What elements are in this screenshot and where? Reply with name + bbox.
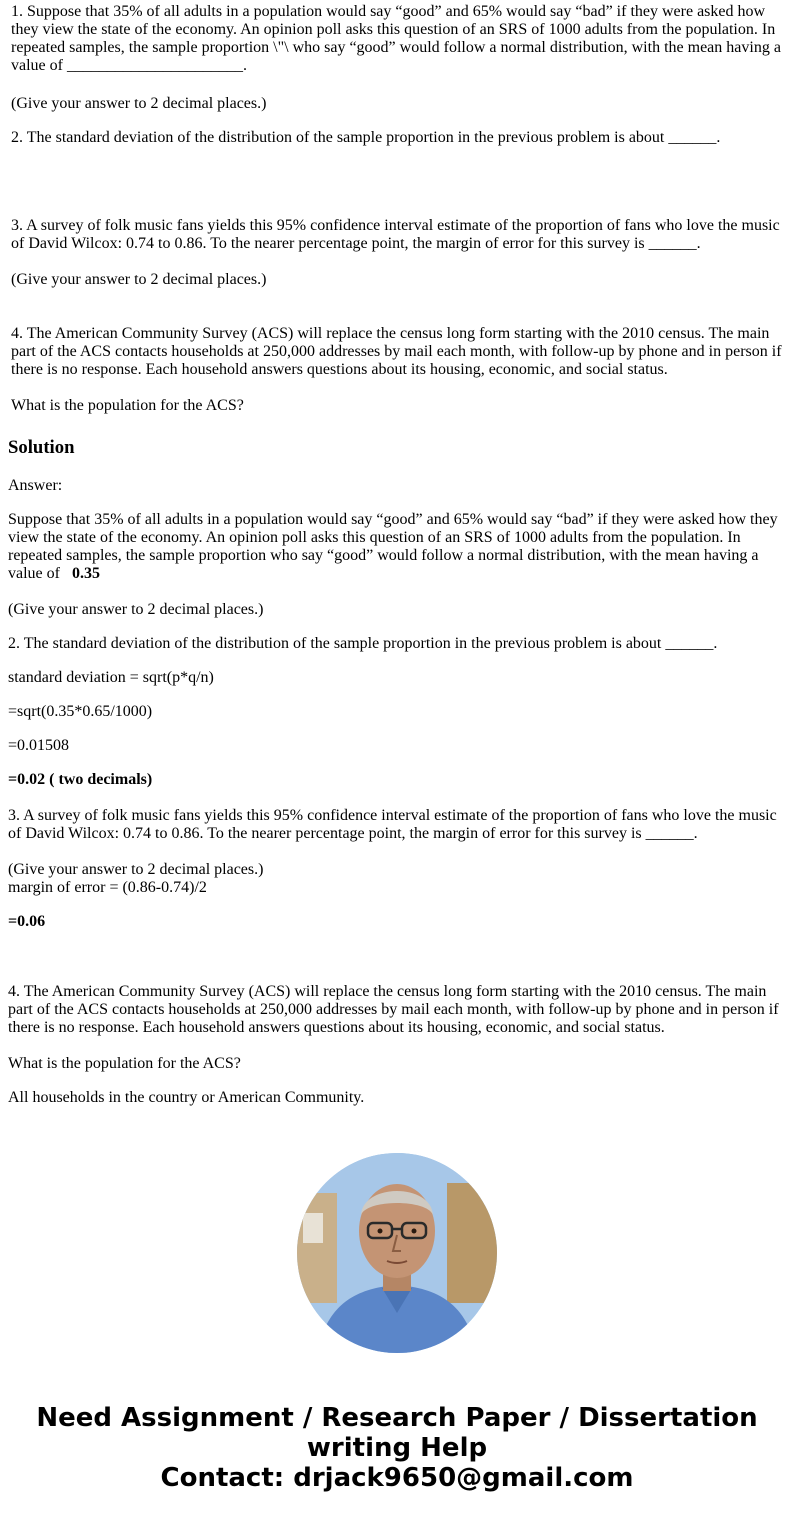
answer-2-step-2-text: =0.01508 xyxy=(8,737,70,754)
answer-2-formula xyxy=(8,669,786,687)
question-3-text: 3. A survey of folk music fans yields this 95% confidence interval estimate of the proportion of fans who love the music of David Wilcox: 0.74 to 0.86. To the nearer percentage point, the margin of error for this survey is ______. xyxy=(11,217,780,252)
answer-2-step-1 xyxy=(8,703,786,721)
footer-line-1: Need Assignment / Research Paper / Dissertation xyxy=(36,1403,758,1433)
answer-3-result xyxy=(8,913,786,931)
question-3-note-text: (Give your answer to 2 decimal places.) xyxy=(11,271,267,288)
question-3 xyxy=(11,217,786,253)
answer-1-paragraph xyxy=(8,511,786,583)
footer-contact xyxy=(0,1403,794,1493)
answer-4-answer-text: All households in the country or American Community. xyxy=(8,1089,365,1106)
answer-1-value: 0.35 xyxy=(71,565,100,582)
answer-3-working xyxy=(8,861,786,897)
answer-label-text: Answer: xyxy=(8,477,63,494)
answer-3-note-text: (Give your answer to 2 decimal places.) xyxy=(8,861,264,878)
answer-4-text: 4. The American Community Survey (ACS) will replace the census long form starting with the 2010 census. The main part of the ACS contacts households at 250,000 addresses by mail each month, with follow-up by phone and in person if there is no response. Each household answers questions about its housing, economic, and social status. xyxy=(8,983,779,1036)
question-2 xyxy=(11,129,786,147)
answer-1-text: Suppose that 35% of all adults in a population would say “good” and 65% would say “bad” if they were asked how they view the state of the economy. An opinion poll asks this question of an SRS of 1000 adults from the population. In repeated samples, the sample proportion who say “good” would follow a normal distribution, with the mean having a value of xyxy=(8,511,778,582)
answer-3-text: 3. A survey of folk music fans yields this 95% confidence interval estimate of the proportion of fans who love the music of David Wilcox: 0.74 to 0.86. To the nearer percentage point, the margin of error for this survey is ______. xyxy=(8,807,777,842)
answer-2 xyxy=(8,635,786,653)
question-2-text: 2. The standard deviation of the distribution of the sample proportion in the previous problem is about ______. xyxy=(11,129,721,146)
answer-2-step-2 xyxy=(8,737,786,755)
question-3-note xyxy=(11,271,786,289)
footer-line-2: writing Help xyxy=(306,1433,488,1463)
answer-1-note xyxy=(8,601,786,619)
answer-4-answer xyxy=(8,1089,786,1107)
answer-2-result-text: =0.02 ( two decimals) xyxy=(8,771,153,788)
answer-3-formula-text: margin of error = (0.86-0.74)/2 xyxy=(8,879,207,896)
question-4-text: 4. The American Community Survey (ACS) will replace the census long form starting with the 2010 census. The main part of the ACS contacts households at 250,000 addresses by mail each month, with follow-up by phone and in person if there is no response. Each household answers questions about its housing, economic, and social status. xyxy=(11,325,782,378)
answer-4-question-text: What is the population for the ACS? xyxy=(8,1055,241,1072)
question-1 xyxy=(11,3,786,75)
question-1-text: 1. Suppose that 35% of all adults in a population would say “good” and 65% would say “bad” if they were asked how they view the state of the economy. An opinion poll asks this question of an SRS of 1000 adults from the population. In repeated samples, the sample proportion \"\ who say “good” would follow a normal distribution, with the mean having a value of ______________________. xyxy=(11,3,781,74)
answer-1 xyxy=(8,511,786,583)
question-1-note-text: (Give your answer to 2 decimal places.) xyxy=(11,95,267,112)
answer-2-text: 2. The standard deviation of the distribution of the sample proportion in the previous problem is about ______. xyxy=(8,635,718,652)
solution-heading: Solution xyxy=(8,437,75,458)
question-4-prompt xyxy=(11,397,786,415)
answer-3-result-text: =0.06 xyxy=(8,913,46,930)
answer-4-question xyxy=(8,1055,786,1073)
answer-label xyxy=(8,477,786,495)
answer-2-step-1-text: =sqrt(0.35*0.65/1000) xyxy=(8,703,153,720)
answer-2-result xyxy=(8,771,786,789)
footer-contact-email: Contact: drjack9650@gmail.com xyxy=(160,1463,634,1493)
answer-1-note-text: (Give your answer to 2 decimal places.) xyxy=(8,601,264,618)
author-photo-icon xyxy=(297,1153,497,1353)
answer-2-formula-text: standard deviation = sqrt(p*q/n) xyxy=(8,669,214,686)
question-4-prompt-text: What is the population for the ACS? xyxy=(11,397,244,414)
answer-3 xyxy=(8,807,786,843)
question-4 xyxy=(11,325,786,379)
question-1-note xyxy=(11,95,786,113)
avatar xyxy=(297,1153,497,1353)
answer-4 xyxy=(8,983,786,1037)
